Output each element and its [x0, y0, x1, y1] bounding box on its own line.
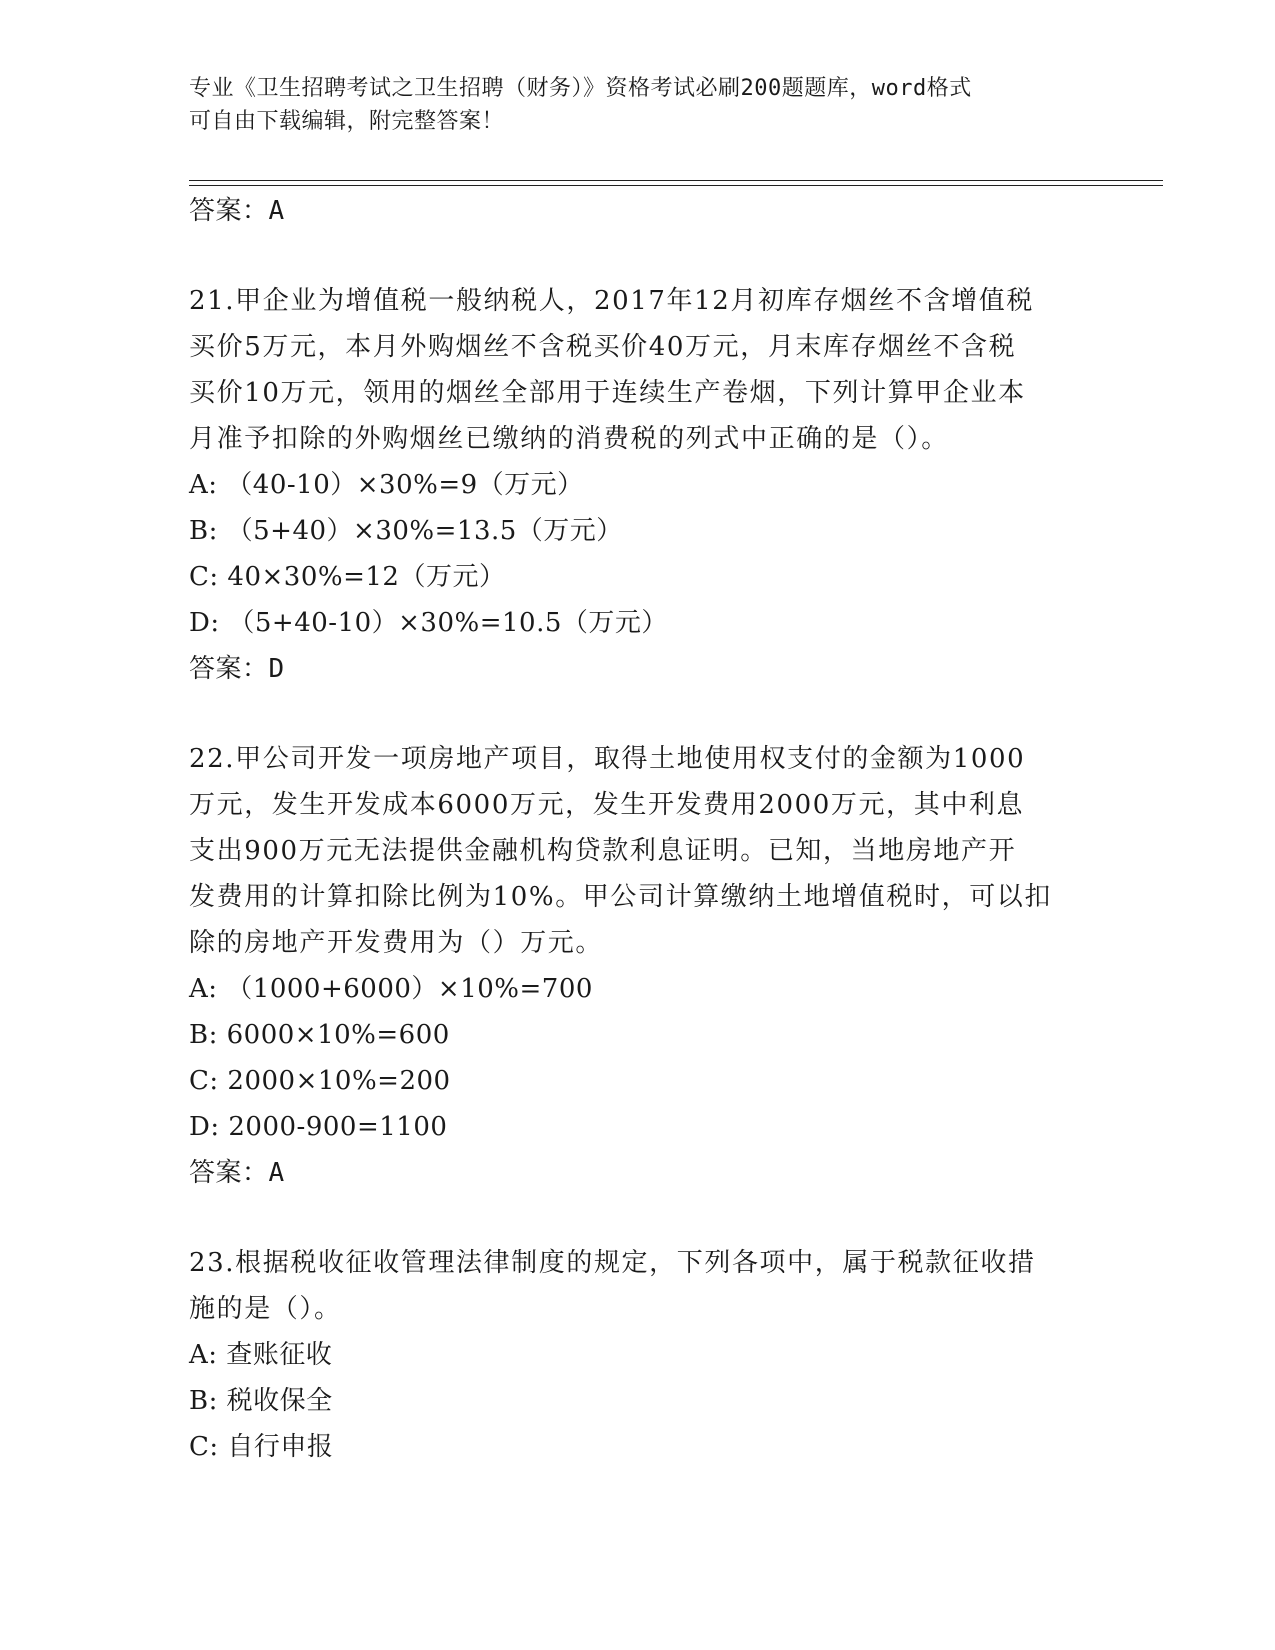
previous-answer: 答案：A [189, 196, 285, 226]
option-b: B: 6000×10%=600 [189, 1020, 450, 1050]
header-line-1: 专业《卫生招聘考试之卫生招聘（财务）》资格考试必刷200题题库，word格式 [189, 76, 972, 101]
option-a: A: （40-10）×30%=9（万元） [189, 470, 584, 500]
option-d: D: （5+40-10）×30%=10.5（万元） [189, 608, 668, 638]
question-21 [189, 278, 1089, 692]
option-b: B: 税收保全 [189, 1386, 333, 1416]
option-c: C: 40×30%=12（万元） [189, 562, 506, 592]
answer-label: 答案：A [189, 1158, 285, 1188]
question-stem-line: 21.甲企业为增值税一般纳税人，2017年12月初库存烟丝不含增值税 [189, 286, 1035, 316]
question-stem-line: 月准予扣除的外购烟丝已缴纳的消费税的列式中正确的是（）。 [189, 424, 949, 454]
question-stem-line: 发费用的计算扣除比例为10%。甲公司计算缴纳土地增值税时，可以扣 [189, 882, 1052, 912]
option-a: A: 查账征收 [189, 1340, 333, 1370]
question-stem-line: 施的是（）。 [189, 1294, 342, 1324]
question-stem-line: 除的房地产开发费用为（）万元。 [189, 928, 604, 958]
question-stem-line: 支出900万元无法提供金融机构贷款利息证明。已知，当地房地产开 [189, 836, 1017, 866]
answer-label: 答案：D [189, 654, 285, 684]
option-d: D: 2000-900=1100 [189, 1112, 448, 1142]
question-22 [189, 736, 1089, 1196]
question-stem-line: 买价5万元，本月外购烟丝不含税买价40万元，月末库存烟丝不含税 [189, 332, 1017, 362]
question-stem-line: 22.甲公司开发一项房地产项目，取得土地使用权支付的金额为1000 [189, 744, 1026, 774]
question-23 [189, 1240, 1089, 1470]
option-a: A: （1000+6000）×10%=700 [189, 974, 593, 1004]
header-line-2: 可自由下载编辑，附完整答案！ [189, 109, 505, 134]
page-header [189, 72, 1089, 138]
option-b: B: （5+40）×30%=13.5（万元） [189, 516, 623, 546]
document-body [189, 188, 1089, 1470]
option-c: C: 自行申报 [189, 1432, 334, 1462]
option-c: C: 2000×10%=200 [189, 1066, 451, 1096]
question-stem-line: 23.根据税收征收管理法律制度的规定，下列各项中，属于税款征收措 [189, 1248, 1036, 1278]
question-stem-line: 买价10万元，领用的烟丝全部用于连续生产卷烟，下列计算甲企业本 [189, 378, 1026, 408]
question-stem-line: 万元，发生开发成本6000万元，发生开发费用2000万元，其中利息 [189, 790, 1025, 820]
header-divider [189, 180, 1163, 186]
